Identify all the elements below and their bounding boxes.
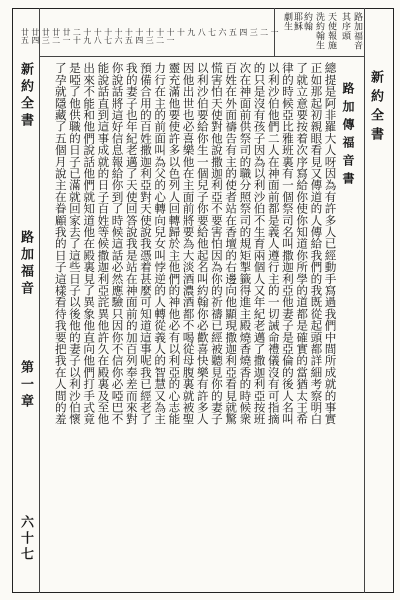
verse-number: 二 — [259, 28, 269, 36]
text-column: 正如那起初親眼看見又傳道的人傳給我們的我既從起頭都詳細考察明白 — [309, 62, 324, 425]
verse-number: 十三 — [145, 28, 155, 44]
left-margin-title: 新約全書 — [18, 62, 33, 130]
text-column: 了孕就隱藏了五個月說主在眷顧我的日子這樣看待我要把我在人間的羞 — [53, 62, 68, 425]
text-column: 律的時候亞比雅班裏有一個祭司名叫撒迦利亞他妻子是亞倫的後人名叫 — [280, 62, 295, 425]
verse-number: 十四 — [134, 28, 144, 44]
text-column: 你說話將這好信息報給你到了時候這話必然應驗只因你不信你必啞巴不 — [110, 62, 125, 425]
verse-number: 四 — [238, 28, 248, 36]
verse-number: 二十 — [72, 28, 82, 44]
running-title: 新約全書 — [368, 70, 383, 146]
verse-number: 十八 — [93, 28, 103, 44]
header-entry: 劇生 — [282, 12, 292, 31]
verse-number: 九 — [186, 28, 196, 36]
text-column: 了就立意要按着次序寫給你使你知道你所學的道都是確實的當猶太王希 — [295, 62, 310, 425]
text-column: 我的妻子也年紀老邁了天使回答說我是站在神面前的加百列奉差而來對 — [124, 62, 139, 425]
header-entry: 洗約翰生 — [314, 12, 324, 50]
text-column: 次在神面前供祭司的職分照祭司的規矩掣籤得進主殿燒香燒香的時候衆 — [238, 62, 253, 425]
text-column: 靈充滿他要使許多以色列人回轉歸於主他們的神他必有以利亞的心志能 — [167, 62, 182, 425]
header-entry: 其序頭 — [340, 12, 350, 41]
text-column: 是啞了他供職的日子已滿就回家去了這些日子以後他的妻子以利沙伯懷 — [67, 62, 82, 425]
verse-number: 廿一 — [62, 28, 71, 44]
verse-number: 十 — [176, 28, 186, 36]
left-margin-book: 路加福音 — [18, 230, 33, 298]
text-column: 能說話直到這事成就的日子百姓等候撒迦利亞詫異他許久在殿裏及至他 — [96, 62, 111, 425]
header-entry: 路加福音 — [352, 12, 362, 50]
verse-number: 六 — [218, 28, 227, 36]
text-column: 總提是阿非羅大人呀因為有許多人已經動手寫過我們中間所成就的事實 — [323, 62, 338, 425]
text-column: 慌害怕天使對他說撒迦利亞不要害怕因為你的祈禱已經被聽見你的妻子 — [209, 62, 224, 425]
verse-number: 三 — [249, 28, 259, 36]
verse-number: 十六 — [114, 28, 123, 44]
header-entry: 天使報施 — [326, 12, 336, 50]
page-number: 六十七 — [18, 515, 33, 563]
verse-number: 廿三 — [41, 28, 51, 44]
header-rule — [40, 56, 364, 57]
header-entry: 耶穌 — [292, 12, 302, 31]
text-column: 預備合用的百姓撒迦利亞對天使說我憑着甚麼可知道這事呢我已經老了 — [138, 62, 153, 425]
verse-number: 十九 — [82, 28, 92, 44]
verse-number: 五 — [228, 28, 238, 36]
verse-number: 廿二 — [51, 28, 61, 44]
text-column: 以利沙伯要給你生一個兒子你要給他起名叫約翰你必歡喜快樂有許多人 — [195, 62, 210, 425]
text-column: 出來不能和他們說話他們就知道他在殿裏見了異象他直向他們打手式竟 — [82, 62, 97, 425]
verse-number: 十二 — [155, 28, 165, 44]
header-entry: 約翰 — [302, 12, 312, 31]
verse-number: 十七 — [103, 28, 113, 44]
verse-number: 八 — [197, 28, 207, 36]
book-heading: 路加傳福音書 — [341, 82, 355, 190]
verse-number: 七 — [207, 28, 217, 36]
verse-number: 廿四 — [30, 28, 40, 44]
text-column: 以利沙伯他們二人在神面前都是義人遵行主的一切誡命禮儀沒有可指摘 — [266, 62, 281, 425]
verse-number: 一 — [270, 28, 279, 36]
left-margin-chapter: 第一章 — [18, 360, 33, 411]
text-column: 力行在主的前面叫為父的心轉向兒女叫悖逆的人轉從義人的智慧又為主 — [153, 62, 168, 425]
text-column: 百姓在外面禱告有主的使者站在香壇的右邊向他顯現撒迦利亞看見就驚 — [224, 62, 239, 425]
verse-number: 十一 — [166, 28, 175, 44]
text-column: 的只是沒有孩子因為以利沙伯不生育兩個人又年紀老邁了撒迦利亞按班 — [252, 62, 267, 425]
text-column: 因他出世也必喜樂他在主面前將要為大淡酒濃酒都不喝從母腹裏就被聖 — [181, 62, 196, 425]
verse-number: 十五 — [124, 28, 134, 44]
verse-number: 廿五 — [20, 28, 30, 44]
